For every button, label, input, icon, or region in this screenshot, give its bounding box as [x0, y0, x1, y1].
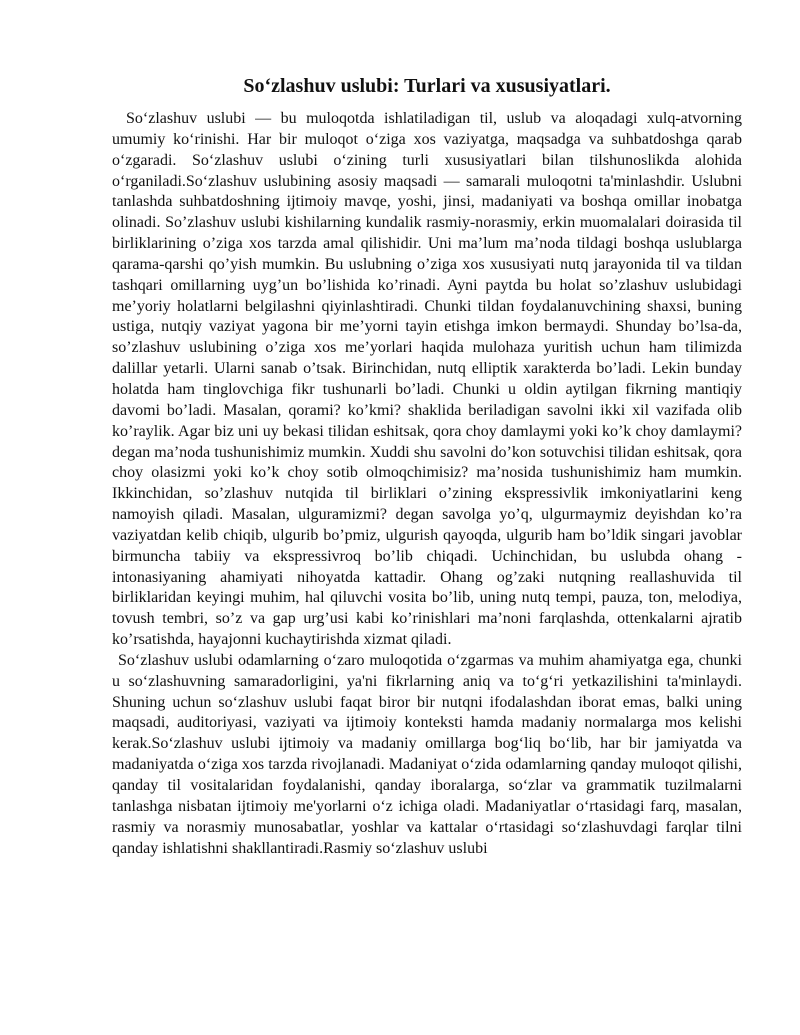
document-title: So‘zlashuv uslubi: Turlari va xususiyatlari.: [243, 75, 611, 97]
document-page: [112, 72, 742, 859]
paragraph-1: So‘zlashuv uslubi — bu muloqotda ishlatiladigan til, uslub va aloqadagi xulq-atvorning umumiy ko‘rinishi. Har bir muloqot o‘ziga xos vaziyatga, maqsadga va suhbatdoshga qarab o‘zgaradi. So‘zlashuv uslubi o‘zining turli xususiyatlari bilan tilshunoslikda alohida o‘rganiladi.So‘zlashuv uslubining asosiy maqsadi — samarali muloqotni ta'minlashdir. Uslubni tanlashda suhbatdoshning ijtimoiy mavqe, yoshi, jinsi, madaniyati va boshqa omillar inobatga olinadi. So’zlashuv uslubi kishilarning kundalik rasmiy-norasmiy, erkin muomalalari doirasida til birliklarining o’ziga xos tarzda amal qilishidir. Uni ma’lum ma’noda tildagi boshqa uslublarga qarama-qarshi qo’yish mumkin. Bu uslubning o’ziga xos xususiyati nutq jarayonida til va tildan tashqari omillarning uyg’un bo’lishida ko’rinadi. Ayni paytda bu holat so’zlashuv uslubidagi me’yoriy holatlarni belgilashni qiyinlashtiradi. Chunki tildan foydalanuvchining shaxsi, buning ustiga, nutqiy vaziyat yagona bir me’yorni tayin etishga imkon bermaydi. Shunday bo’lsa-da, so’zlashuv uslubining o’ziga xos me’yorlari haqida mulohaza yuritish uchun ham tilimizda dalillar yetarli. Ularni sanab o’tsak. Birinchidan, nutq elliptik xarakterda bo’ladi. Lekin bunday holatda ham tinglovchiga fikr tushunarli bo’ladi. Chunki u oldin aytilgan fikrning mantiqiy davomi bo’ladi. Masalan, qorami? ko’kmi? shaklida beriladigan savolni ikki xil vazifada olib ko’raylik. Agar biz uni uy bekasi tilidan eshitsak, qora choy damlaymi yoki ko’k choy damlaymi? degan ma’noda tushunishimiz mumkin. Xuddi shu savolni do’kon sotuvchisi tilidan eshitsak, qora choy olasizmi yoki ko’k choy sotib olmoqchimisiz? ma’nosida tushunishimiz ham mumkin. Ikkinchidan, so’zlashuv nutqida til birliklari o’zining ekspressivlik imkoniyatlarini keng namoyish qiladi. Masalan, ulguramizmi? degan savolga yo’q, ulgurmaymiz deyishdan ko’ra vaziyatdan kelib chiqib, ulgurib bo’pmiz, ulgurish qayoqda, ulgurib ham bo’ldik singari javoblar birmuncha tabiiy va ekspressivroq bo’lib chiqadi. Uchinchidan, bu uslubda ohang - intonasiyaning ahamiyati nihoyatda kattadir. Ohang og’zaki nutqning reallashuvida til birliklaridan keyingi muhim, hal qiluvchi vosita bo’lib, uning nutq tempi, pauza, ton, melodiya, tovush tembri, so’z va gap urg’usi kabi ko’rinishlari ma’noni farqlashda, ottenkalarni ajratib ko’rsatishda, hayajonni kuchaytirishda xizmat qiladi.: [112, 110, 742, 649]
paragraph-2: So‘zlashuv uslubi odamlarning o‘zaro muloqotida o‘zgarmas va muhim ahamiyatga ega, chunki u so‘zlashuvning samaradorligini, ya'ni fikrlarning aniq va to‘g‘ri yetkazilishini ta'minlaydi. Shuning uchun so‘zlashuv uslubi faqat biror bir nutqni ifodalashdan iborat emas, balki uning maqsadi, auditoriyasi, vaziyati va ijtimoiy konteksti hamda madaniy normalarga mos kelishi kerak.So‘zlashuv uslubi ijtimoiy va madaniy omillarga bog‘liq bo‘lib, har bir jamiyatda va madaniyatda o‘ziga xos tarzda rivojlanadi. Madaniyat o‘zida odamlarning qanday muloqot qilishi, qanday til vositalaridan foydalanishi, qanday iboralarga, so‘zlar va grammatik tuzilmalarni tanlashga nisbatan ijtimoiy me'yorlarni o‘z ichiga oladi. Madaniyatlar o‘rtasidagi farq, masalan, rasmiy va norasmiy munosabatlar, yoshlar va kattalar o‘rtasidagi so‘zlashuvdagi farqlar tilni qanday ishlatishni shakllantiradi.Rasmiy so‘zlashuv uslubi: [112, 651, 742, 857]
